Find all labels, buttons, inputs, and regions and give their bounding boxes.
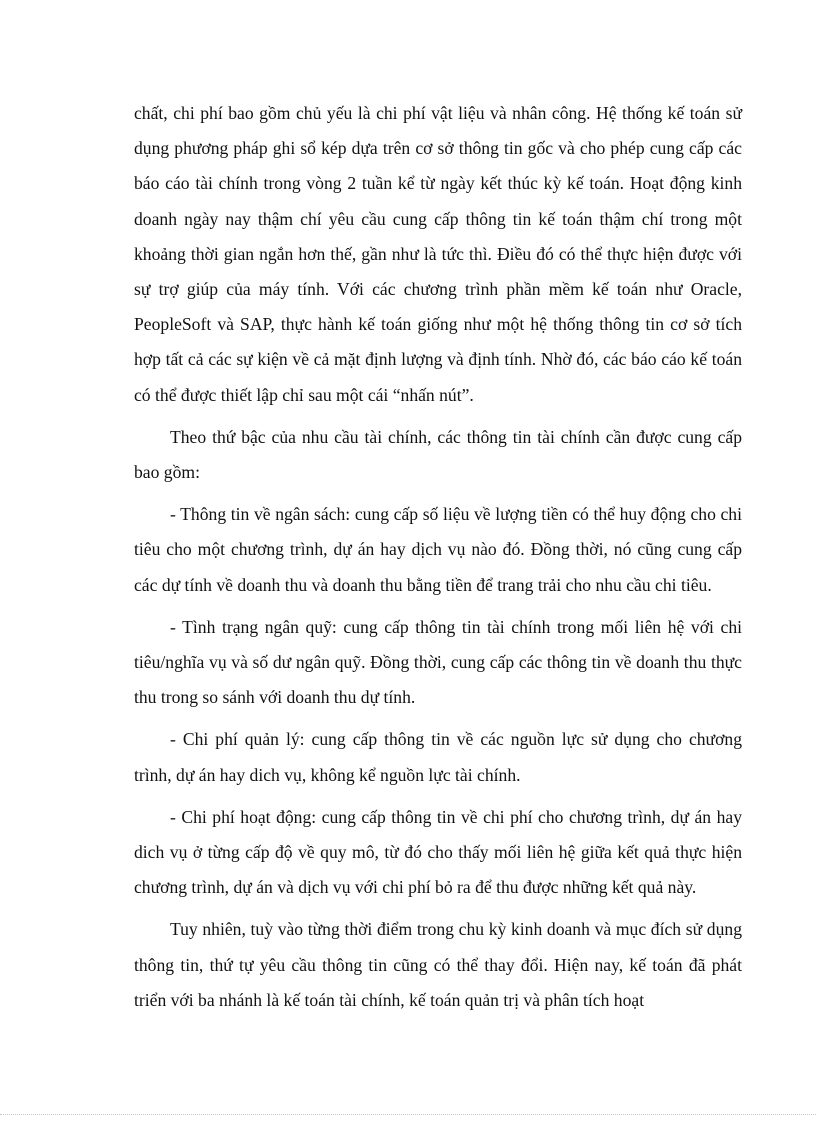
paragraph-gap xyxy=(134,793,742,800)
paragraph-7: Tuy nhiên, tuỳ vào từng thời điểm trong chu kỳ kinh doanh và mục đích sử dụng thông tin, thứ tự yêu cầu thông tin cũng có thể thay đổi. Hiện nay, kế toán đã phát triển với ba nhánh là kế toán tài chính, kế toán quản trị và phân tích hoạt xyxy=(134,919,742,1010)
paragraph-5: - Chi phí quản lý: cung cấp thông tin về các nguồn lực sử dụng cho chương trình, dự án hay dich vụ, không kể nguồn lực tài chính. xyxy=(134,729,742,785)
paragraph-2: Theo thứ bậc của nhu cầu tài chính, các thông tin tài chính cần được cung cấp bao gồm: xyxy=(134,426,742,483)
paragraph-gap xyxy=(134,490,742,497)
page-bottom-rule xyxy=(0,1114,816,1115)
paragraph-gap xyxy=(134,413,742,420)
paragraph-6: - Chi phí hoạt động: cung cấp thông tin về chi phí cho chương trình, dự án hay dich vụ ở từng cấp độ về quy mô, từ đó cho thấy mối liên hệ giữa kết quả thực hiện chương trình, dự án và dịch vụ với chi phí bỏ ra để thu được những kết quả này. xyxy=(134,806,742,898)
paragraph-gap xyxy=(134,603,742,610)
paragraph-gap xyxy=(134,715,742,722)
paragraph-4: - Tình trạng ngân quỹ: cung cấp thông tin tài chính trong mối liên hệ với chi tiêu/nghĩa vụ và số dư ngân quỹ. Đồng thời, cung cấp các thông tin về doanh thu thực thu trong so sánh với doanh thu dự tính. xyxy=(134,616,742,708)
document-body xyxy=(134,96,742,1018)
paragraph-1: chất, chi phí bao gồm chủ yếu là chi phí vật liệu và nhân công. Hệ thống kế toán sử dụng phương pháp ghi sổ kép dựa trên cơ sở thông tin gốc và cho phép cung cấp các báo cáo tài chính trong vòng 2 tuần kể từ ngày kết thúc kỳ kế toán. Hoạt động kinh doanh ngày nay thậm chí yêu cầu cung cấp thông tin kế toán thậm chí trong một khoảng thời gian ngắn hơn thế, gần như là tức thì. Điều đó có thể thực hiện được với sự trợ giúp của máy tính. Với các chương trình phần mềm kế toán như Oracle, PeopleSoft và SAP, thực hành kế toán giống như một hệ thống thông tin cơ sở tích hợp tất cả các sự kiện về cả mặt định lượng và định tính. Nhờ đó, các báo cáo kế toán có thể được thiết lập chỉ sau một cái “nhấn nút”. xyxy=(134,103,742,405)
paragraph-3: - Thông tin về ngân sách: cung cấp số liệu về lượng tiền có thể huy động cho chi tiêu cho một chương trình, dự án hay dịch vụ nào đó. Đồng thời, nó cũng cung cấp các dự tính về doanh thu và doanh thu bằng tiền để trang trải cho nhu cầu chi tiêu. xyxy=(134,504,742,595)
paragraph-gap xyxy=(134,905,742,912)
